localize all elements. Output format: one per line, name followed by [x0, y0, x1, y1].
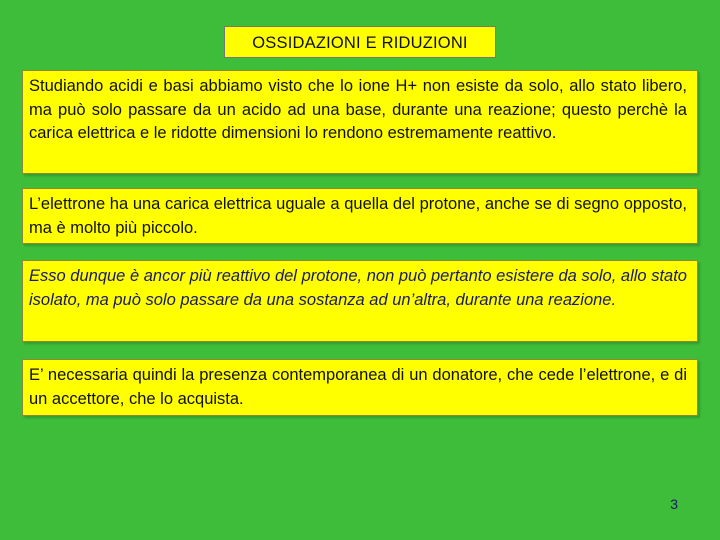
text-box-reactivity [22, 260, 698, 342]
page-number: 3 [670, 496, 678, 512]
paragraph-donor-acceptor: E’ necessaria quindi la presenza contemporanea di un donatore, che cede l’elettrone, e di un accettore, che lo acquista. [29, 366, 687, 408]
text-box-electron [22, 188, 698, 244]
paragraph-electron: L’elettrone ha una carica elettrica uguale a quella del protone, anche se di segno opposto, ma è molto più piccolo. [29, 195, 687, 237]
paragraph-ion-h: Studiando acidi e basi abbiamo visto che lo ione H+ non esiste da solo, allo stato libero, ma può solo passare da un acido ad una base, durante una reazione; questo perchè la carica elettrica e le ridotte dimensioni lo rendono estremamente reattivo. [29, 77, 687, 142]
paragraph-reactivity: Esso dunque è ancor più reattivo del protone, non può pertanto esistere da solo, allo stato isolato, ma può solo passare da una sostanza ad un’altra, durante una reazione. [29, 267, 687, 309]
text-box-donor-acceptor [22, 359, 698, 416]
text-box-ion-h [22, 70, 698, 174]
slide-title: OSSIDAZIONI E RIDUZIONI [224, 26, 496, 58]
